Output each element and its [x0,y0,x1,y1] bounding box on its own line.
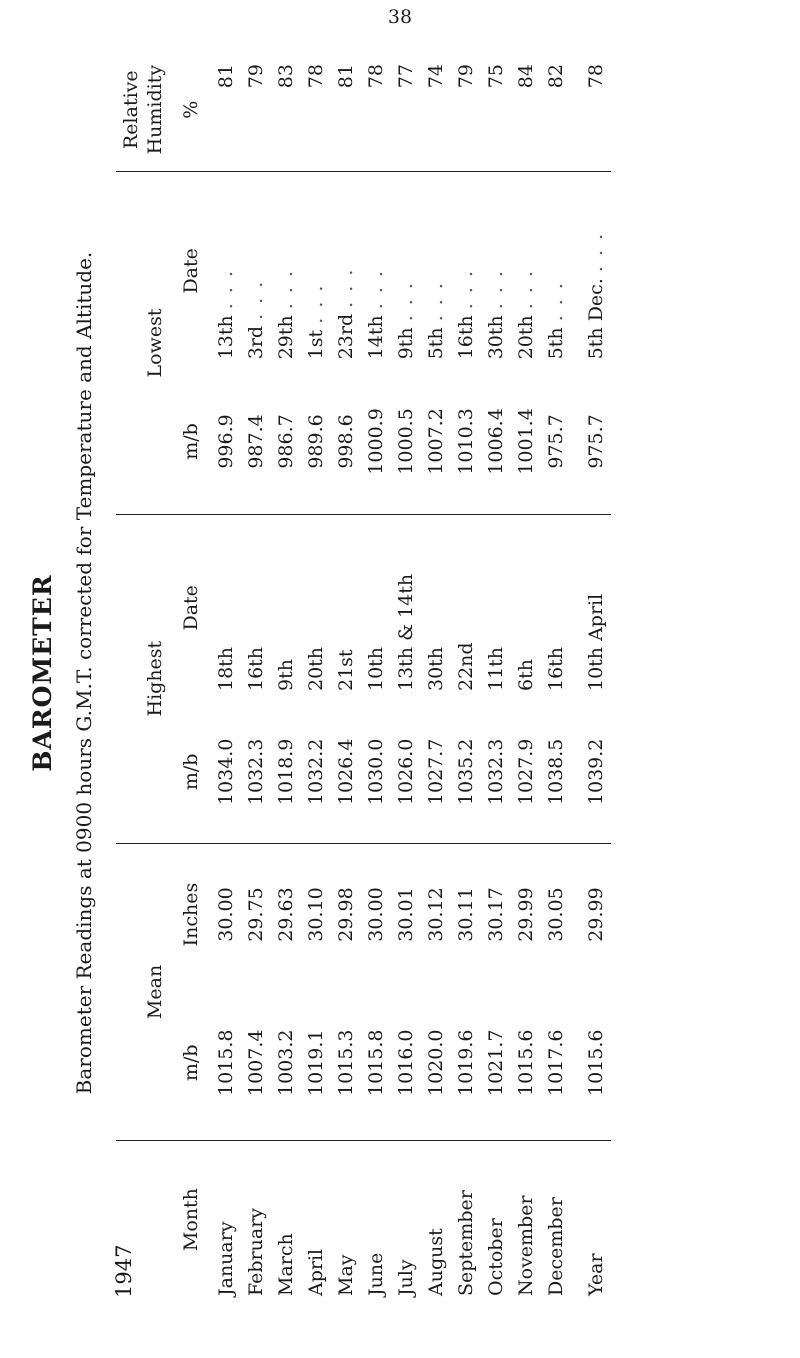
table-row [511,48,541,1298]
lowest-mb-cell: 1010.3 [451,369,481,514]
page-number: 38 [387,6,413,28]
humidity-cell: 82 [541,48,571,172]
lowest-date-cell: 23rd . . . [335,267,358,360]
table-row-year [571,48,611,1298]
highest-mb-cell: 1032.2 [301,701,331,843]
lowest-date-text: 20th [515,315,538,360]
lowest-date-text: 29th [275,315,298,360]
month-cell: February [245,1207,268,1296]
year-label: 1947 [112,1244,136,1298]
header-mean-inches: Inches [179,882,202,947]
header-highest: Highest [116,514,176,843]
highest-mb-cell: 1039.2 [571,701,611,843]
lowest-date-text: 1st [305,329,328,360]
lowest-date-text: 5th Dec. [585,278,608,360]
lowest-date-text: 30th [485,315,508,360]
table-row [331,48,361,1298]
month-cell: March [275,1233,298,1296]
lowest-date-text: 23rd [335,313,358,360]
lowest-date-text: 13th [215,315,238,360]
month-cell: June [365,1252,388,1296]
header-highest-date: Date [179,585,202,631]
highest-date-cell: 30th [425,646,448,692]
month-cell: August [425,1228,448,1296]
header-mean-mb: m/b [176,985,212,1140]
mean-inches-cell: 29.98 [335,887,358,942]
lowest-mb-cell: 975.7 [571,369,611,514]
lowest-date-cell: 20th . . . [515,268,538,360]
humidity-cell: 78 [571,48,611,172]
table-row [481,48,511,1298]
table-row [301,48,331,1298]
humidity-cell: 78 [361,48,391,172]
mean-inches-cell: 29.63 [275,887,298,942]
mean-inches-cell: 30.17 [485,887,508,942]
mean-mb-cell: 1021.7 [481,985,511,1140]
humidity-cell: 79 [241,48,271,172]
highest-date-cell: 18th [215,646,238,692]
highest-date-cell: 20th [305,646,328,692]
highest-mb-cell: 1035.2 [451,701,481,843]
lowest-date-text: 3rd [245,325,268,360]
month-cell: October [485,1218,508,1296]
mean-inches-cell: 29.99 [515,887,538,942]
lowest-mb-cell: 987.4 [241,369,271,514]
mean-inches-cell: 30.00 [365,887,388,942]
highest-mb-cell: 1038.5 [541,701,571,843]
lowest-date-text: 5th [545,327,568,360]
mean-mb-cell: 1015.3 [331,985,361,1140]
humidity-cell: 79 [451,48,481,172]
lowest-date-text: 14th [365,315,388,360]
header-row-units [176,48,212,1298]
highest-date-cell: 10th April [585,593,608,692]
lowest-mb-cell: 996.9 [211,369,241,514]
lowest-mb-cell: 1001.4 [511,369,541,514]
highest-date-cell: 21st [335,649,358,692]
highest-date-cell: 16th [245,646,268,692]
lowest-date-cell: 5th Dec. . . . [585,231,608,360]
mean-mb-cell: 1019.6 [451,985,481,1140]
month-cell: April [305,1248,328,1296]
lowest-mb-cell: 1000.9 [361,369,391,514]
humidity-cell: 81 [211,48,241,172]
month-cell: November [515,1195,538,1296]
highest-mb-cell: 1027.9 [511,701,541,843]
highest-date-cell: 11th [485,646,508,692]
lowest-date-text: 5th [425,327,448,360]
highest-mb-cell: 1018.9 [271,701,301,843]
mean-mb-cell: 1020.0 [421,985,451,1140]
mean-mb-cell: 1019.1 [301,985,331,1140]
table-row [421,48,451,1298]
mean-inches-cell: 30.05 [545,887,568,942]
header-lowest: Lowest [116,172,176,514]
lowest-mb-cell: 1006.4 [481,369,511,514]
lowest-date-cell: 16th . . . [455,268,478,360]
highest-mb-cell: 1026.0 [391,701,421,843]
mean-inches-cell: 30.12 [425,887,448,942]
month-cell: January [215,1221,238,1296]
header-humidity-percent: % [176,48,212,172]
highest-mb-cell: 1026.4 [331,701,361,843]
humidity-cell: 83 [271,48,301,172]
lowest-date-text: 9th [395,327,418,360]
highest-date-cell: 22nd [455,642,478,692]
mean-inches-cell: 29.99 [585,887,608,942]
table-row [451,48,481,1298]
header-mean: Mean [116,843,176,1141]
mean-mb-cell: 1003.2 [271,985,301,1140]
month-cell: September [455,1190,478,1296]
highest-date-cell: 10th [365,646,388,692]
lowest-date-text: 16th [455,315,478,360]
highest-mb-cell: 1030.0 [361,701,391,843]
lowest-date-cell: 5th . . . [545,281,568,360]
humidity-cell: 84 [511,48,541,172]
lowest-mb-cell: 998.6 [331,369,361,514]
mean-inches-cell: 30.00 [215,887,238,942]
month-cell: July [395,1259,418,1296]
mean-inches-cell: 30.01 [395,887,418,942]
table-row [211,48,241,1298]
mean-mb-cell: 1015.6 [571,985,611,1140]
lowest-date-cell: 9th . . . [395,281,418,360]
table-body [211,48,611,1298]
page-title: BAROMETER [28,574,57,772]
lowest-mb-cell: 975.7 [541,369,571,514]
humidity-cell: 78 [301,48,331,172]
lowest-date-cell: 1st . . . [305,283,328,360]
table-row [361,48,391,1298]
month-cell: May [335,1254,358,1296]
lowest-date-cell: 14th . . . [365,268,388,360]
mean-inches-cell: 30.11 [455,887,478,942]
table-row [241,48,271,1298]
table-row [541,48,571,1298]
highest-mb-cell: 1034.0 [211,701,241,843]
mean-mb-cell: 1017.6 [541,985,571,1140]
mean-mb-cell: 1015.6 [511,985,541,1140]
mean-inches-cell: 29.75 [245,887,268,942]
lowest-mb-cell: 1000.5 [391,369,421,514]
highest-mb-cell: 1027.7 [421,701,451,843]
mean-mb-cell: 1016.0 [391,985,421,1140]
highest-date-cell: 13th & 14th [395,573,418,692]
lowest-date-cell: 5th . . . [425,281,448,360]
lowest-mb-cell: 1007.2 [421,369,451,514]
highest-mb-cell: 1032.3 [481,701,511,843]
lowest-mb-cell: 989.6 [301,369,331,514]
mean-mb-cell: 1015.8 [211,985,241,1140]
table-subtitle: Barometer Readings at 0900 hours G.M.T. corrected for Temperature and Altitude. [72,251,96,1095]
header-lowest-date: Date [179,248,202,294]
lowest-date-cell: 3rd . . . [245,279,268,360]
mean-inches-cell: 30.10 [305,887,328,942]
table-row [391,48,421,1298]
highest-date-cell: 6th [515,659,538,692]
humidity-cell: 77 [391,48,421,172]
lowest-mb-cell: 986.7 [271,369,301,514]
header-lowest-mb: m/b [176,369,212,514]
header-month: Month [179,1188,202,1252]
humidity-cell: 75 [481,48,511,172]
month-cell: December [545,1197,568,1296]
humidity-cell: 81 [331,48,361,172]
barometer-table [116,48,611,1298]
header-row-top [116,48,176,1298]
humidity-cell: 74 [421,48,451,172]
lowest-date-cell: 30th . . . [485,268,508,360]
rotated-page [20,48,780,1298]
highest-date-cell: 16th [545,646,568,692]
highest-date-cell: 9th [275,659,298,692]
mean-mb-cell: 1007.4 [241,985,271,1140]
mean-mb-cell: 1015.8 [361,985,391,1140]
lowest-date-cell: 13th . . . [215,268,238,360]
table-row [271,48,301,1298]
month-cell: Year [585,1253,608,1296]
lowest-date-cell: 29th . . . [275,268,298,360]
highest-mb-cell: 1032.3 [241,701,271,843]
header-relative-humidity: Relative Humidity [116,48,176,172]
header-highest-mb: m/b [176,701,212,843]
